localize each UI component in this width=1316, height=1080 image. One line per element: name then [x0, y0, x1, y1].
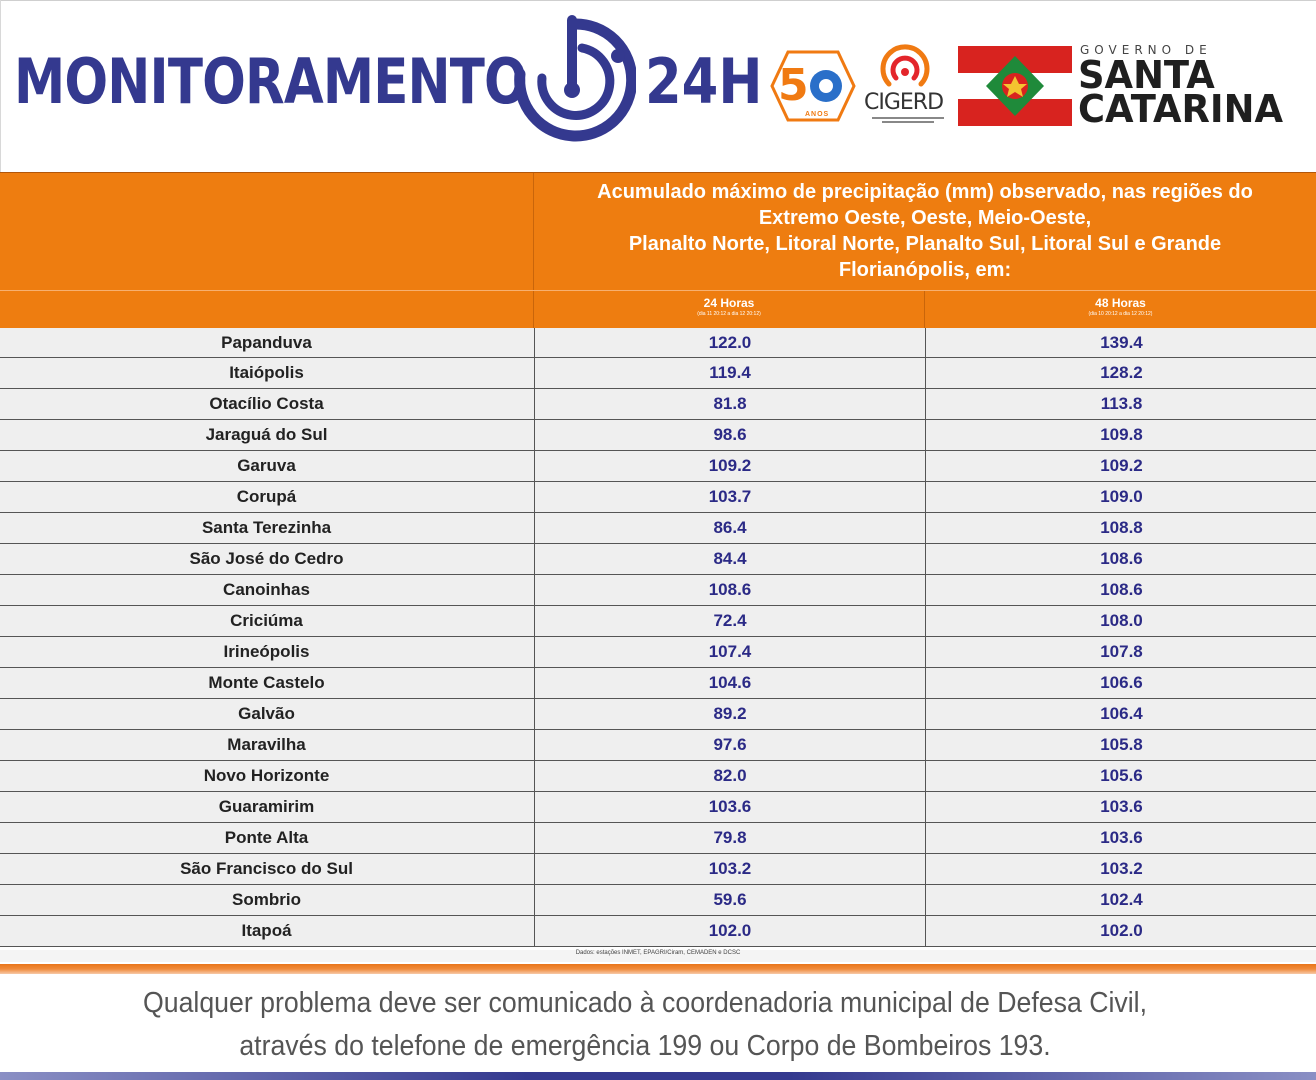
- cigerd-signal-icon: [875, 44, 935, 94]
- table-row: [0, 606, 1316, 637]
- anniversary-label: ANOS: [805, 111, 830, 118]
- table-title-line3: Planalto Norte, Litoral Norte, Planalto Sul, Litoral Sul e Grande: [628, 233, 1222, 255]
- table-row: [0, 328, 1316, 358]
- government-name-line1: SANTA: [1078, 53, 1215, 97]
- precip-48h-cell: 113.8: [925, 389, 1316, 419]
- precip-48h-cell: 108.0: [925, 606, 1316, 636]
- table-row: [0, 730, 1316, 761]
- table-row: [0, 389, 1316, 420]
- table-row: [0, 699, 1316, 730]
- precip-48h-cell: 106.6: [925, 668, 1316, 698]
- precip-48h-cell: 108.6: [925, 544, 1316, 574]
- city-cell: Corupá: [236, 487, 297, 506]
- precip-24h-cell: 72.4: [534, 606, 925, 636]
- table-row: [0, 358, 1316, 389]
- precip-48h-cell: 103.6: [925, 792, 1316, 822]
- precip-24h-cell: 119.4: [534, 358, 925, 388]
- left-border: [0, 0, 1, 172]
- footer-message: [52, 982, 1239, 1068]
- table-title-line1: Acumulado máximo de precipitação (mm) observado, nas regiões do: [597, 181, 1253, 203]
- table-title-line2: Extremo Oeste, Oeste, Meio-Oeste,: [758, 207, 1092, 229]
- city-cell: Guaramirim: [218, 797, 315, 816]
- precip-48h-cell: 102.0: [925, 916, 1316, 946]
- precip-24h-cell: 122.0: [534, 328, 925, 357]
- table-row: [0, 575, 1316, 606]
- precip-48h-cell: 139.4: [925, 328, 1316, 357]
- data-source-note: Dados: estações INMET, EPAGRI/Ciram, CEMADEN e DCSC: [0, 950, 1316, 962]
- city-cell: Ponte Alta: [224, 828, 309, 847]
- table-row: [0, 668, 1316, 699]
- precip-24h-cell: 86.4: [534, 513, 925, 543]
- precip-48h-cell: 102.4: [925, 885, 1316, 915]
- precip-48h-cell: 103.6: [925, 823, 1316, 853]
- table-row: [0, 482, 1316, 513]
- svg-text:5: 5: [778, 60, 809, 111]
- precip-48h-cell: 108.8: [925, 513, 1316, 543]
- bottom-bar: [0, 1072, 1316, 1080]
- table-row: [0, 451, 1316, 482]
- precip-48h-cell: 105.8: [925, 730, 1316, 760]
- table-row: [0, 916, 1316, 947]
- column-header-48h: [925, 296, 1316, 318]
- city-cell: Monte Castelo: [208, 673, 325, 692]
- precip-24h-cell: 103.6: [534, 792, 925, 822]
- precip-48h-cell: 109.2: [925, 451, 1316, 481]
- precip-24h-cell: 84.4: [534, 544, 925, 574]
- cigerd-subtitle-lines: [868, 116, 948, 124]
- precip-48h-cell: 103.2: [925, 854, 1316, 884]
- precip-24h-cell: 102.0: [534, 916, 925, 946]
- table-row: [0, 513, 1316, 544]
- table-title-line4: Florianópolis, em:: [838, 259, 1012, 281]
- cigerd-label: CIGERD: [864, 90, 944, 115]
- precip-24h-cell: 89.2: [534, 699, 925, 729]
- precip-48h-cell: 105.6: [925, 761, 1316, 791]
- column-48h-period: (dia 10 20:12 a dia 12 20:12): [1088, 311, 1153, 317]
- precip-24h-cell: 97.6: [534, 730, 925, 760]
- city-cell: Sombrio: [232, 890, 301, 909]
- orange-separator: [0, 964, 1316, 974]
- city-cell: Maravilha: [227, 735, 306, 754]
- precip-24h-cell: 109.2: [534, 451, 925, 481]
- table-row: [0, 761, 1316, 792]
- city-cell: Garuva: [237, 456, 296, 475]
- table-row: [0, 823, 1316, 854]
- column-48h-label: 48 Horas: [1095, 296, 1146, 310]
- precip-24h-cell: 103.7: [534, 482, 925, 512]
- precip-24h-cell: 79.8: [534, 823, 925, 853]
- precip-24h-cell: 103.2: [534, 854, 925, 884]
- table-row: [0, 544, 1316, 575]
- city-cell: Itaiópolis: [229, 363, 304, 382]
- table-title: [534, 179, 1316, 283]
- precip-48h-cell: 109.0: [925, 482, 1316, 512]
- header: [0, 0, 1316, 172]
- column-24h-label: 24 Horas: [703, 296, 755, 310]
- city-cell: Itapoá: [241, 921, 292, 940]
- government-name-line2: CATARINA: [1078, 87, 1284, 131]
- table-row: [0, 854, 1316, 885]
- precip-24h-cell: 81.8: [534, 389, 925, 419]
- precip-24h-cell: 98.6: [534, 420, 925, 450]
- brand-24h: 24H: [645, 45, 763, 118]
- city-cell: Otacílio Costa: [209, 394, 324, 413]
- city-cell: Papanduva: [221, 332, 312, 352]
- precip-48h-cell: 107.8: [925, 637, 1316, 667]
- city-cell: São José do Cedro: [189, 549, 344, 568]
- table-body: [0, 328, 1316, 947]
- table-row: [0, 420, 1316, 451]
- city-cell: Santa Terezinha: [201, 518, 332, 537]
- precip-48h-cell: 128.2: [925, 358, 1316, 388]
- city-cell: São Francisco do Sul: [180, 859, 353, 878]
- precip-48h-cell: 109.8: [925, 420, 1316, 450]
- precip-48h-cell: 106.4: [925, 699, 1316, 729]
- footer-line1: Qualquer problema deve ser comunicado à coordenadoria municipal de Defesa Civil,: [142, 987, 1148, 1019]
- santa-catarina-flag-icon: [958, 46, 1072, 126]
- precip-24h-cell: 107.4: [534, 637, 925, 667]
- precip-24h-cell: 104.6: [534, 668, 925, 698]
- precip-24h-cell: 59.6: [534, 885, 925, 915]
- column-24h-period: (dia 11 20:12 a dia 12 20:12): [697, 311, 761, 317]
- government-prefix: GOVERNO DE: [1080, 43, 1212, 57]
- precip-48h-cell: 108.6: [925, 575, 1316, 605]
- city-cell: Criciúma: [230, 611, 303, 630]
- column-headers: [0, 290, 1316, 328]
- brand-title: MONITORAMENTO: [14, 45, 527, 118]
- city-cell: Irineópolis: [223, 642, 310, 661]
- column-header-24h: [534, 296, 924, 318]
- government-name: [1078, 53, 1284, 131]
- city-cell: Canoinhas: [223, 580, 310, 599]
- table-header: [0, 172, 1316, 290]
- table-row: [0, 792, 1316, 823]
- table-row: [0, 637, 1316, 668]
- city-cell: Novo Horizonte: [203, 766, 330, 785]
- precip-24h-cell: 82.0: [534, 761, 925, 791]
- footer-line2: através do telefone de emergência 199 ou Corpo de Bombeiros 193.: [239, 1030, 1051, 1062]
- city-cell: Galvão: [238, 704, 295, 723]
- precip-24h-cell: 108.6: [534, 575, 925, 605]
- city-cell: Jaraguá do Sul: [205, 425, 328, 444]
- monitoring-target-icon: [506, 12, 636, 142]
- table-row: [0, 885, 1316, 916]
